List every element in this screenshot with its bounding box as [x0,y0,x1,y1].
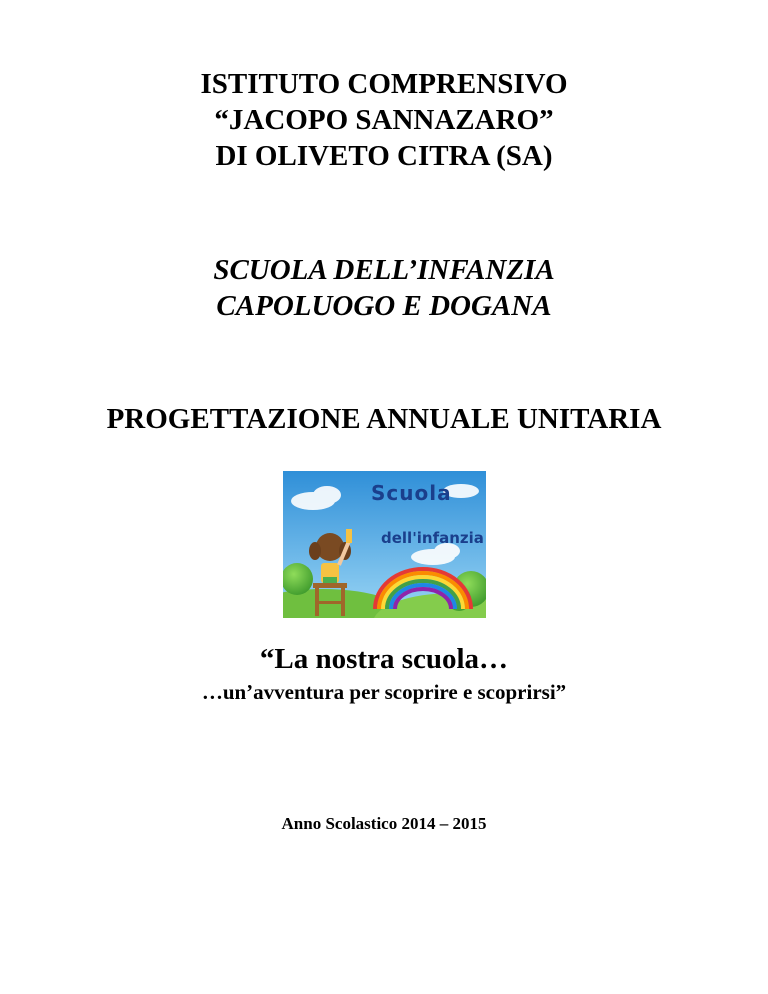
institute-header [0,66,768,174]
illustration-caption-line1: Scuola [371,481,452,505]
school-illustration [283,471,486,618]
motto-line2: …un’avventura per scoprire e scoprirsi” [201,680,567,704]
school-name: SCUOLA DELL’INFANZIA [213,254,555,286]
institute-name: ISTITUTO COMPRENSIVO [200,68,568,100]
school-header [0,252,768,324]
institute-namesake: “JACOPO SANNAZARO” [214,104,554,136]
project-title: PROGETTAZIONE ANNUALE UNITARIA [106,403,662,435]
motto-line1: “La nostra scuola… [259,643,509,675]
institute-location: DI OLIVETO CITRA (SA) [215,140,553,172]
school-sites: CAPOLUOGO E DOGANA [216,290,552,322]
school-year: Anno Scolastico 2014 – 2015 [281,814,487,833]
illustration-caption-line2: dell'infanzia [381,529,484,547]
